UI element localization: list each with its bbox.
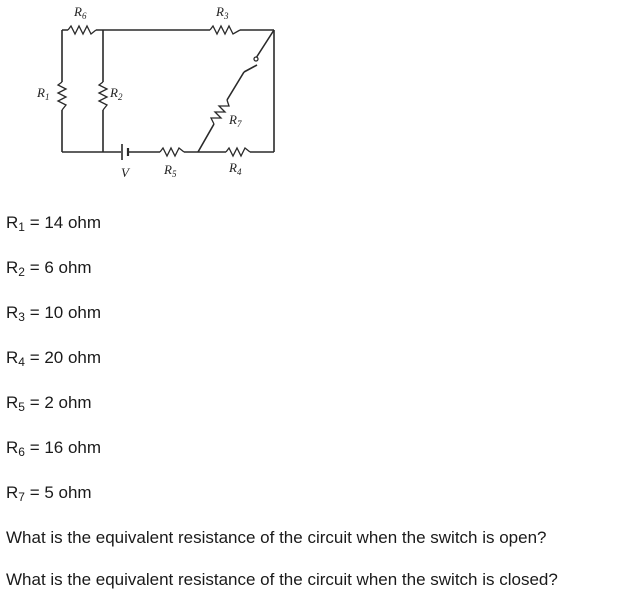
r1-resistor	[58, 82, 66, 110]
r6-value-line: $R_6 = 16$ ohm	[6, 438, 102, 459]
r7-resistor	[211, 100, 229, 124]
r1-label: $R_1$	[37, 85, 50, 102]
r6-label: $R_6$	[74, 4, 87, 21]
diagonal-wire	[198, 30, 274, 152]
r5-label: $R_5$	[164, 162, 177, 179]
r2-resistor	[99, 82, 107, 110]
r3-value-line: $R_3 = 10$ ohm	[6, 303, 102, 324]
question-switch-closed: What is the equivalent resistance of the circuit when the switch is closed?	[6, 570, 558, 589]
r1-value-line: $R_1 = 14$ ohm	[6, 213, 102, 234]
v-label: V	[121, 165, 129, 180]
r2-label: $R_2$	[110, 85, 123, 102]
r6-resistor	[68, 26, 96, 34]
circuit-diagram	[0, 0, 300, 185]
r3-resistor	[210, 26, 240, 34]
r5-resistor	[160, 148, 184, 156]
switch-blade	[244, 65, 257, 72]
switch-contact	[254, 57, 258, 61]
r4-value-line: $R_4 = 20$ ohm	[6, 348, 102, 369]
r4-label: $R_4$	[229, 160, 242, 177]
r5-value-line: $R_5 = 2$ ohm	[6, 393, 92, 414]
r7-value-line: $R_7 = 5$ ohm	[6, 483, 92, 504]
r2-value-line: $R_2 = 6$ ohm	[6, 258, 92, 279]
r4-resistor	[226, 148, 250, 156]
r3-label: $R_3$	[216, 4, 229, 21]
r7-label: $R_7$	[229, 112, 242, 129]
question-switch-open: What is the equivalent resistance of the circuit when the switch is open?	[6, 528, 547, 547]
